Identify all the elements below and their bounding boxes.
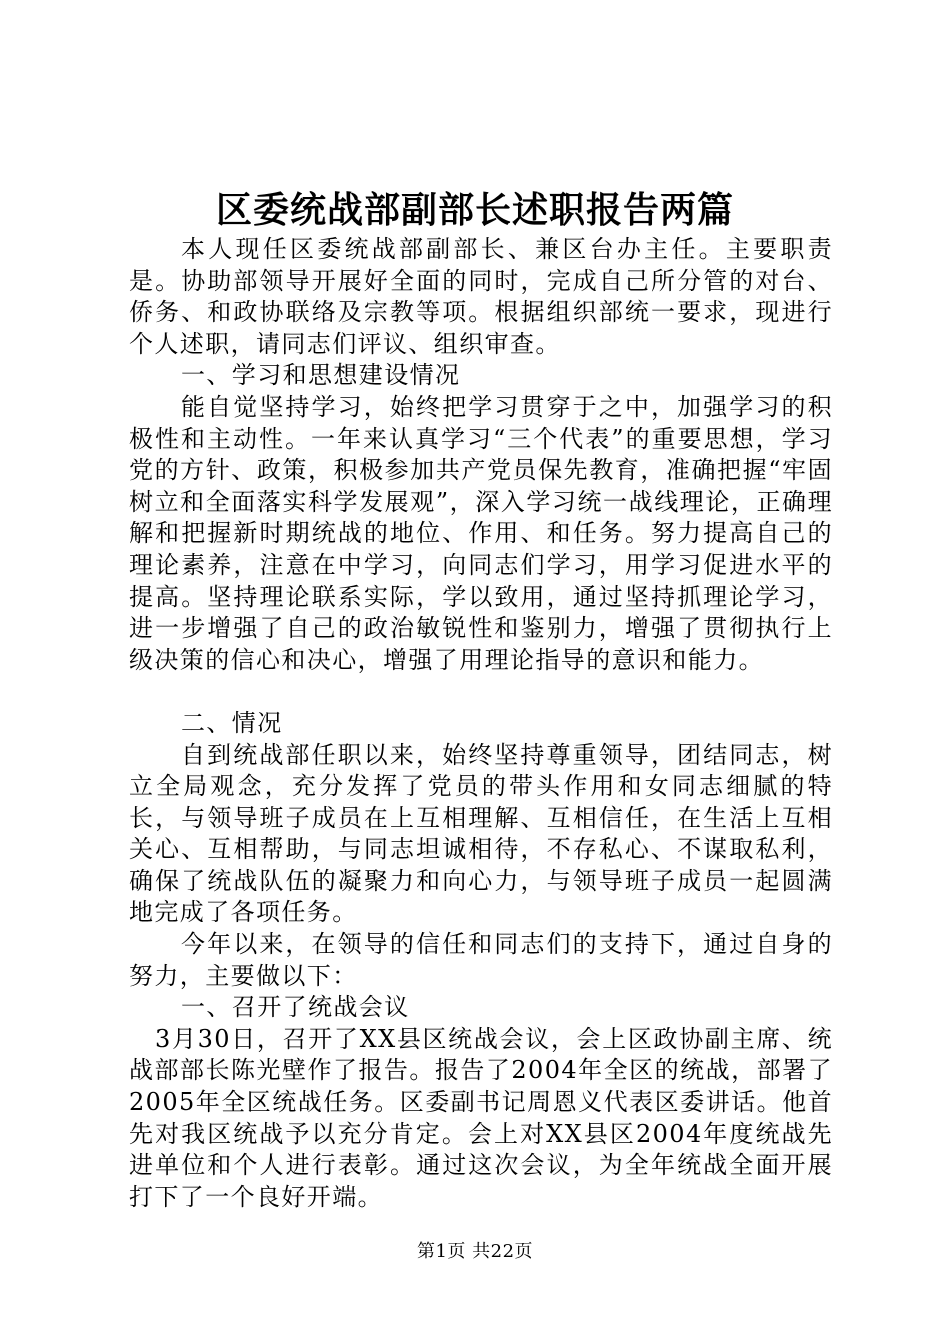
section-heading-meeting: 一、召开了统战会议 [181,993,410,1022]
work-intro-paragraph: 今年以来，在领导的信任和同志们的支持下，通过自身的努力，主要做以下： [129,930,833,990]
situation-paragraph: 自到统战部任职以来，始终坚持尊重领导，团结同志，树立全局观念，充分发挥了党员的带头作用和女同志细腻的特长，与领导班子成员在上互相理解、互相信任，在生活上互相关心、互相帮助，与同志坦诚相待，不存私心、不谋取私利，确保了统战队伍的凝聚力和向心力，与领导班子成员一起圆满地完成了各项任务。 [129,740,833,927]
section-heading-study: 一、学习和思想建设情况 [181,361,461,390]
document-body [129,234,833,1213]
paragraph-gap [129,676,833,708]
section-heading-situation: 二、情况 [181,708,283,737]
study-paragraph: 能自觉坚持学习，始终把学习贯穿于之中，加强学习的积极性和主动性。一年来认真学习“三个代表”的重要思想，学习党的方针、政策，积极参加共产党员保先教育，准确把握“牢固树立和全面落实科学发展观”，深入学习统一战线理论，正确理解和把握新时期统战的地位、作用、和任务。努力提高自己的理论素养，注意在中学习，向同志们学习，用学习促进水平的提高。坚持理论联系实际，学以致用，通过坚持抓理论学习，进一步增强了自己的政治敏锐性和鉴别力，增强了贯彻执行上级决策的信心和决心，增强了用理论指导的意识和能力。 [129,392,833,674]
intro-paragraph: 本人现任区委统战部副部长、兼区台办主任。主要职责是。协助部领导开展好全面的同时，完成自己所分管的对台、侨务、和政协联络及宗教等项。根据组织部统一要求，现进行个人述职，请同志们评议、组织审查。 [129,235,833,358]
meeting-paragraph: 3月30日，召开了XX县区统战会议，会上区政协副主席、统战部部长陈光壁作了报告。报告了2004年全区的统战，部署了2005年全区统战任务。区委副书记周恩义代表区委讲话。他首先对我区统战予以充分肯定。会上对XX县区2004年度统战先进单位和个人进行表彰。通过这次会议，为全年统战全面开展打下了一个良好开端。 [129,1024,833,1211]
document-title: 区委统战部副部长述职报告两篇 [215,189,734,231]
page-number-footer: 第1页 共22页 [416,1241,534,1262]
